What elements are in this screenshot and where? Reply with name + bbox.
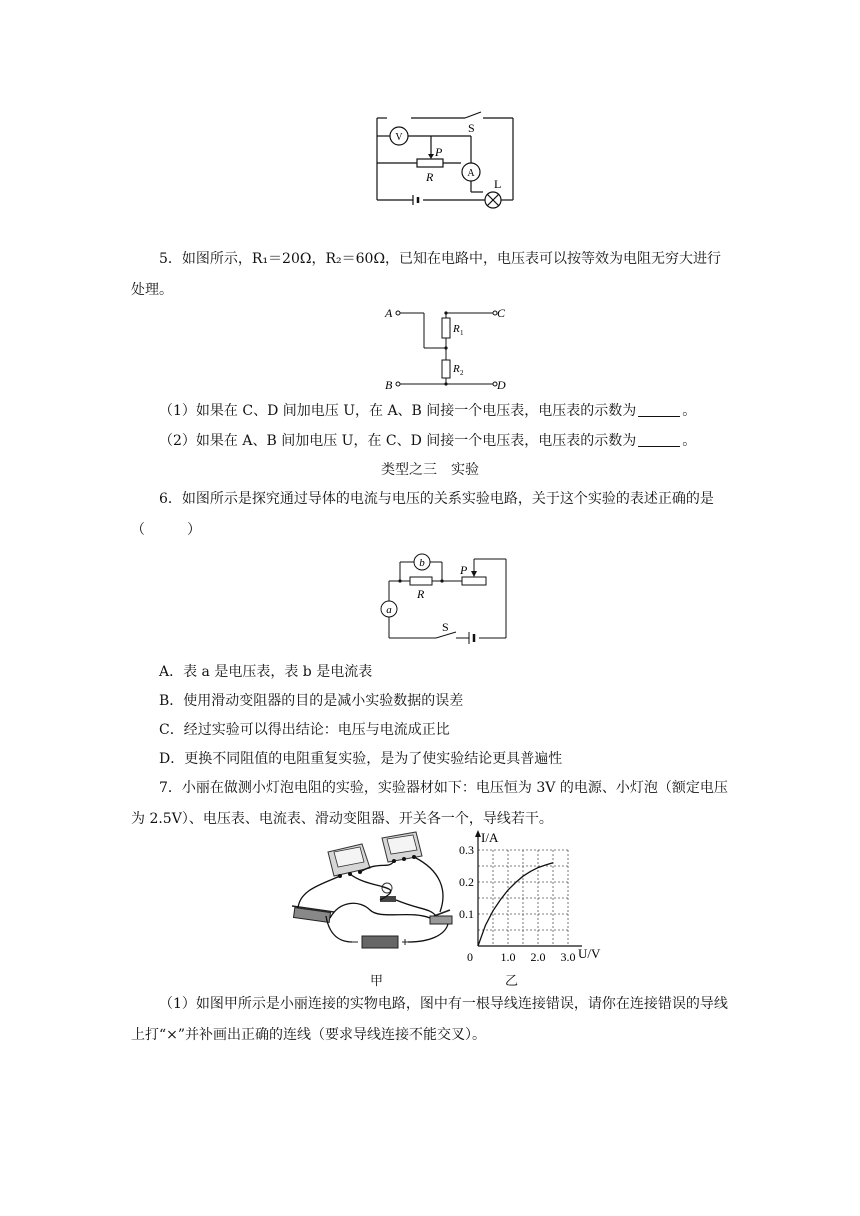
chart-grid: [478, 850, 568, 946]
y-tick-label: 0.2: [459, 875, 474, 889]
y-axis-label: I/A: [481, 830, 499, 845]
resistor-label: R: [426, 170, 434, 184]
circuit-figure-1: [365, 110, 525, 215]
node-a-label: A: [385, 306, 393, 320]
node-c-label: C: [497, 306, 506, 320]
q5-sub1-text: （1）如果在 C、D 间加电压 U，在 A、B 间接一个电压表，电压表的示数为: [159, 403, 637, 419]
r2-subscript: 2: [460, 369, 464, 377]
resistor-r-label: R: [417, 587, 425, 601]
rheostat-device: [292, 906, 334, 922]
section-title: 类型之三 实验: [381, 462, 479, 478]
r2-label: R: [453, 363, 460, 375]
y-tick-label: 0.3: [459, 843, 474, 857]
q5-sub2-text: （2）如果在 A、B 间加电压 U，在 C、D 间接一个电压表，电压表的示数为: [159, 433, 637, 449]
switch-s-label: S: [442, 620, 449, 634]
q6-option-b: B．使用滑动变阻器的目的是减小实验数据的误差: [159, 693, 464, 709]
r1-label: R: [453, 323, 460, 335]
r1-subscript: 1: [460, 329, 464, 337]
meter-a-label: a: [386, 604, 392, 616]
x-tick-label: 1.0: [500, 950, 516, 964]
q5-sub2-end: 。: [682, 433, 697, 449]
q6-option-c: C．经过实验可以得出结论：电压与电流成正比: [159, 722, 450, 738]
q6-option-d: D．更换不同阻值的电阻重复实验，是为了使实验结论更具普遍性: [159, 751, 563, 767]
battery-device: [352, 936, 408, 948]
q6-text: 6．如图所示是探究通过导体的电流与电压的关系实验电路，关于这个实验的表述正确的是（ ）: [131, 491, 714, 538]
figure-caption-right: 乙: [505, 974, 519, 989]
meter-b-label: b: [419, 557, 425, 569]
answer-blank-2[interactable]: [638, 432, 680, 447]
y-tick-label: 0.1: [459, 907, 474, 921]
q7-sub1: （1）如图甲所示是小丽连接的实物电路，图中有一根导线连接错误，请你在连接错误的导线上打“×”并补画出正确的连线（要求导线连接不能交叉）。: [131, 996, 728, 1043]
q5-text: 5．如图所示，R₁＝20Ω，R₂＝60Ω，已知在电路中，电压表可以按等效为电阻无穷大进行处理。: [131, 251, 722, 298]
switch-label: S: [468, 121, 475, 135]
q5-sub1-end: 。: [682, 403, 697, 419]
switch-device: [430, 910, 452, 924]
node-b-label: B: [385, 378, 393, 392]
x-axis-label: U/V: [578, 946, 601, 961]
circuit-figure-q6: [376, 545, 516, 645]
series-line: [478, 863, 553, 946]
q5-sub2: [159, 430, 696, 450]
apparatus-photo: [290, 830, 460, 960]
q7-text: 7．小丽在做测小灯泡电阻的实验，实验器材如下：电压恒为 3V 的电源、小灯泡（额定电压为 2.5V）、电压表、电流表、滑动变阻器、开关各一个，导线若干。: [131, 780, 728, 827]
slider-p-label: P: [460, 563, 468, 577]
answer-blank-1[interactable]: [638, 402, 680, 417]
slider-label: P: [435, 145, 443, 159]
lamp-label: L: [494, 177, 502, 191]
q6-option-a: A．表 a 是电压表，表 b 是电流表: [159, 664, 373, 680]
iu-chart: [450, 830, 615, 965]
circuit-figure-q5: [380, 302, 510, 394]
x-tick-label: 3.0: [560, 950, 576, 964]
q5-sub1: [159, 400, 696, 420]
node-d-label: D: [497, 378, 506, 392]
voltmeter-device: [328, 844, 370, 878]
voltmeter-label: V: [395, 132, 403, 143]
ammeter-label: A: [467, 168, 475, 179]
x-tick-label: 2.0: [530, 950, 546, 964]
figure-caption-left: 甲: [370, 974, 384, 989]
x-tick-label: 0: [467, 950, 473, 964]
